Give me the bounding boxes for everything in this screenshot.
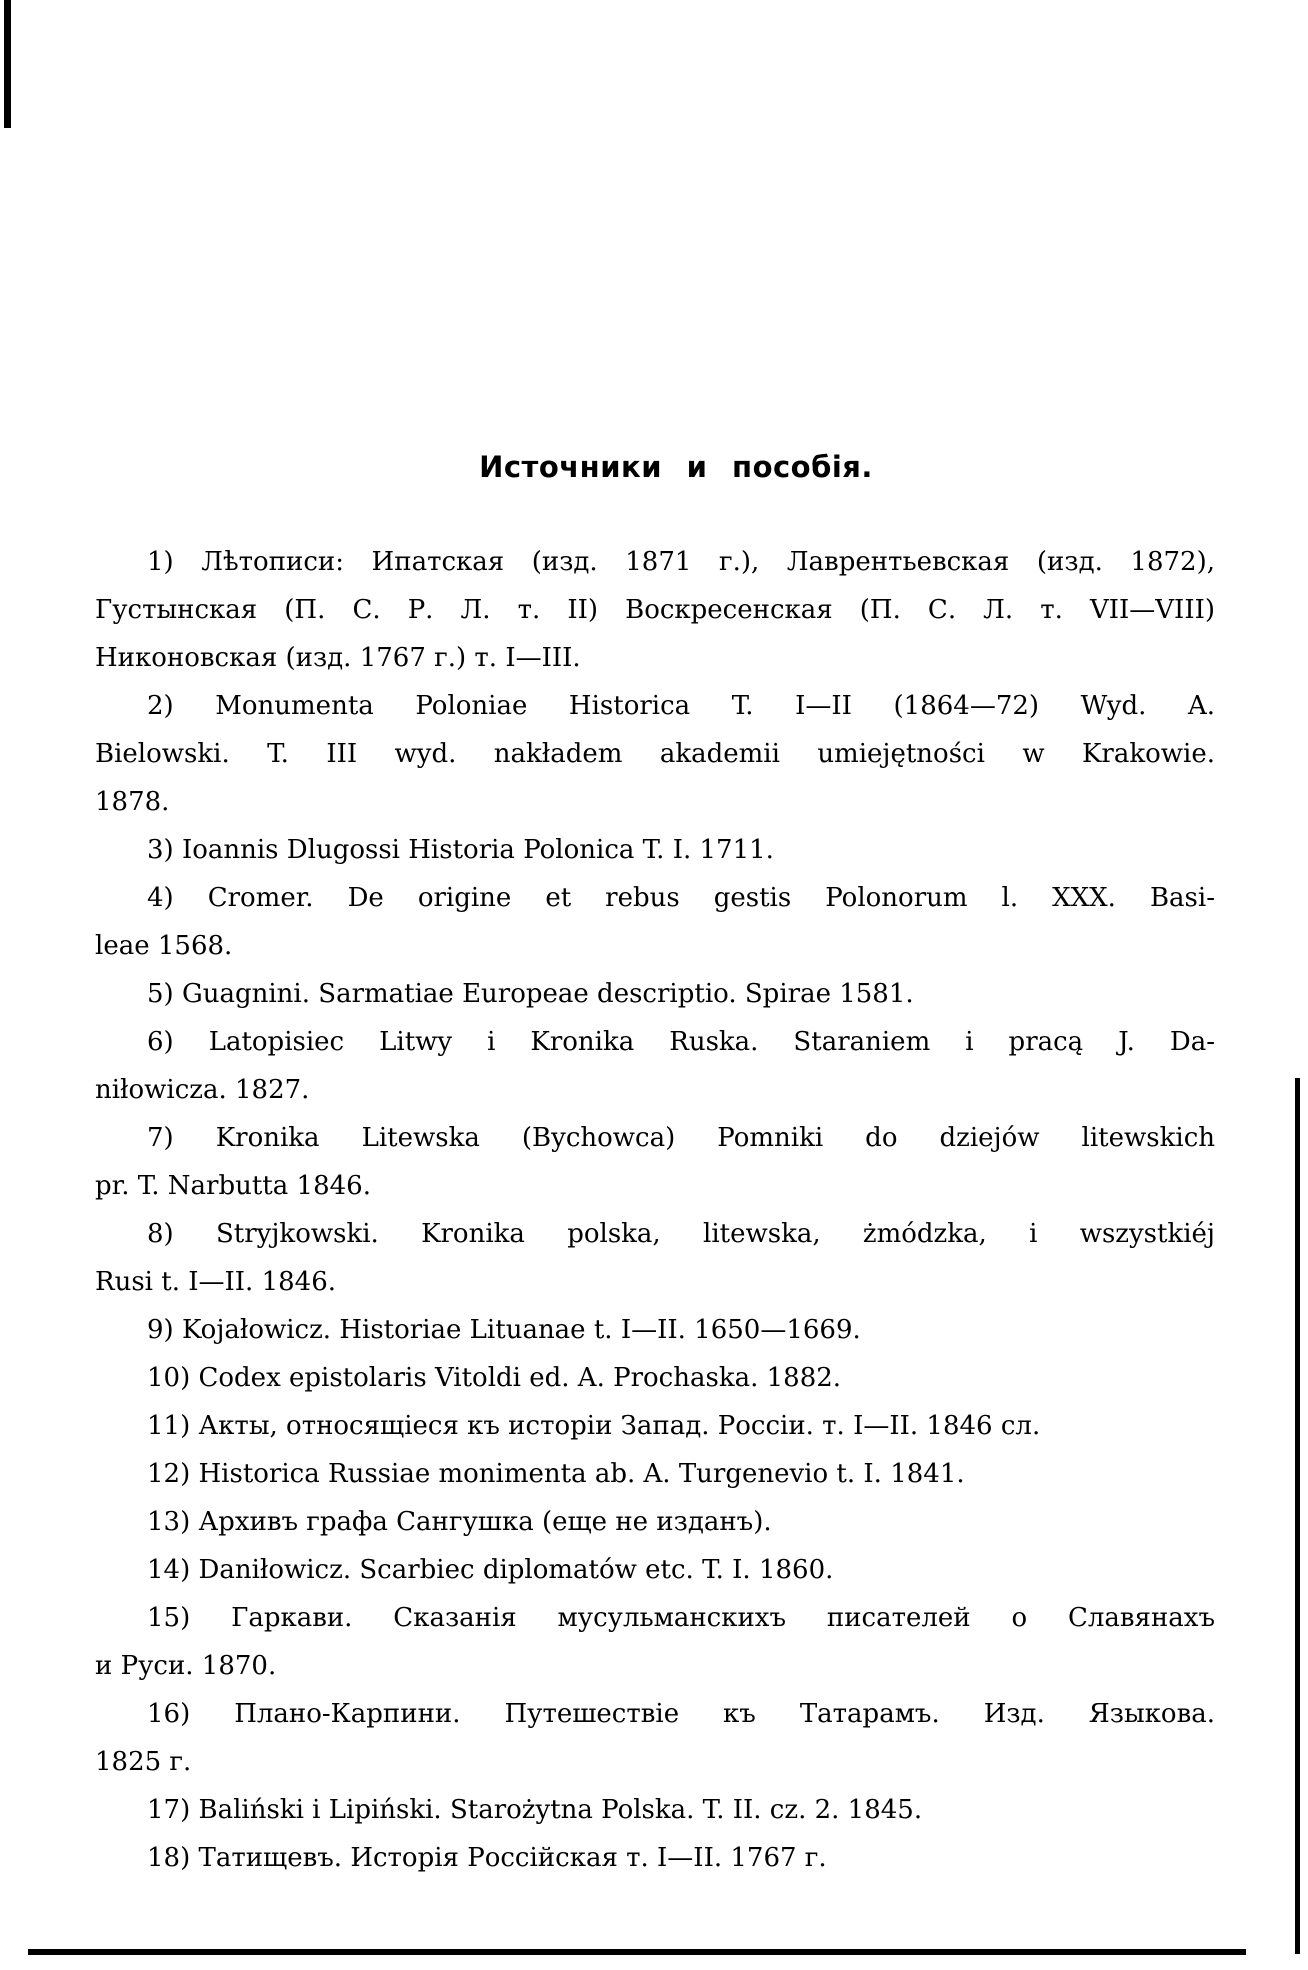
item-line: 8) Stryjkowski. Kronika polska, litewska, żmódzka, i wszystkiéj xyxy=(147,1219,1215,1249)
item-line: 17) Baliński i Lipiński. Starożytna Polska. T. II. cz. 2. 1845. xyxy=(147,1795,923,1825)
bibliography-list xyxy=(95,538,1215,1882)
item-line: 18) Татищевъ. Исторія Россійская т. I—II. 1767 г. xyxy=(147,1843,827,1873)
item-line: 13) Архивъ графа Сангушка (еще не изданъ). xyxy=(147,1507,772,1537)
item-line: 1) Лѣтописи: Ипатская (изд. 1871 г.), Лаврентьевская (изд. 1872), xyxy=(147,547,1215,577)
scan-artifact-left-edge xyxy=(4,0,11,128)
item-line: 14) Daniłowicz. Scarbiec diplomatów etc. T. I. 1860. xyxy=(147,1555,834,1585)
scan-artifact-bottom-edge xyxy=(28,1949,1246,1955)
item-line: niłowicza. 1827. xyxy=(95,1075,310,1105)
list-item xyxy=(95,1354,1215,1402)
item-line: и Руси. 1870. xyxy=(95,1651,277,1681)
list-item xyxy=(95,538,1215,682)
item-line: Никоновская (изд. 1767 г.) т. I—III. xyxy=(95,643,581,673)
item-line: 2) Monumenta Poloniae Historica T. I—II (1864—72) Wyd. A. xyxy=(147,691,1215,721)
item-line: 16) Плано-Карпини. Путешествіе къ Татарамъ. Изд. Языкова. xyxy=(147,1699,1215,1729)
item-line: 6) Latopisiec Litwy i Kronika Ruska. Staraniem i pracą J. Da- xyxy=(147,1027,1215,1057)
scan-artifact-right-edge xyxy=(1295,1078,1300,1954)
text-block xyxy=(95,450,1215,1882)
item-line: 5) Guagnini. Sarmatiae Europeae descriptio. Spirae 1581. xyxy=(147,979,914,1009)
list-item xyxy=(95,1594,1215,1690)
list-item xyxy=(95,1210,1215,1306)
list-item xyxy=(95,1546,1215,1594)
item-line: pr. T. Narbutta 1846. xyxy=(95,1171,371,1201)
list-item xyxy=(95,1450,1215,1498)
list-item xyxy=(95,970,1215,1018)
item-line: leae 1568. xyxy=(95,931,233,961)
item-line: Rusi t. I—II. 1846. xyxy=(95,1267,336,1297)
list-item xyxy=(95,1114,1215,1210)
item-line: 1878. xyxy=(95,787,170,817)
item-line: 1825 г. xyxy=(95,1747,192,1777)
item-line: Густынская (П. С. Р. Л. т. II) Воскресенская (П. С. Л. т. VII—VIII) xyxy=(95,595,1215,625)
item-line: 10) Codex epistolaris Vitoldi ed. A. Prochaska. 1882. xyxy=(147,1363,842,1393)
list-item xyxy=(95,1306,1215,1354)
list-item xyxy=(95,826,1215,874)
list-item xyxy=(95,1690,1215,1786)
list-item xyxy=(95,1786,1215,1834)
item-line: 4) Cromer. De origine et rebus gestis Polonorum l. XXX. Basi- xyxy=(147,883,1215,913)
list-item xyxy=(95,874,1215,970)
item-line: 15) Гаркави. Сказанія мусульманскихъ писателей о Славянахъ xyxy=(147,1603,1215,1633)
item-line: 3) Ioannis Dlugossi Historia Polonica T. I. 1711. xyxy=(147,835,774,865)
item-line: 7) Kronika Litewska (Bychowca) Pomniki do dziejów litewskich xyxy=(147,1123,1215,1153)
item-line: 12) Historica Russiae monimenta ab. A. Turgenevio t. I. 1841. xyxy=(147,1459,965,1489)
list-item xyxy=(95,1018,1215,1114)
list-item xyxy=(95,1498,1215,1546)
item-line: 9) Kojałowicz. Historiae Lituanae t. I—II. 1650—1669. xyxy=(147,1315,861,1345)
item-line: Bielowski. T. III wyd. nakładem akademii umiejętności w Krakowie. xyxy=(95,739,1215,769)
item-line: 11) Акты, относящіеся къ исторіи Запад. Россіи. т. I—II. 1846 сл. xyxy=(147,1411,1041,1441)
list-item xyxy=(95,1402,1215,1450)
page-title: Источники и пособія. xyxy=(479,450,873,484)
list-item xyxy=(95,1834,1215,1882)
list-item xyxy=(95,682,1215,826)
